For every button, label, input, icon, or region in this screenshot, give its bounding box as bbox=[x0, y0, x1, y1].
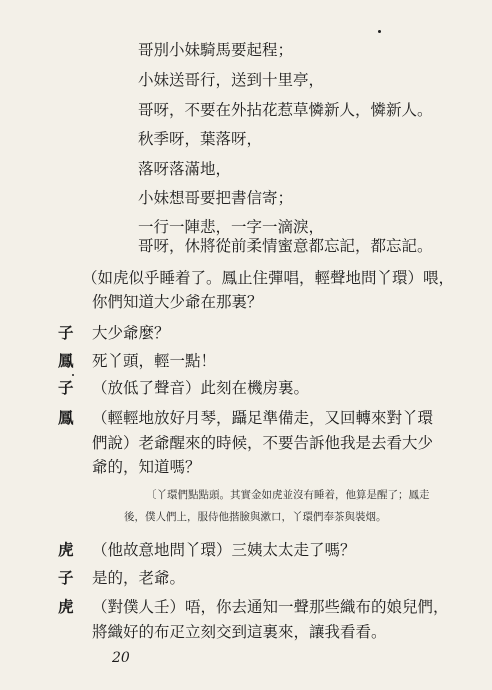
dialogue-line: （放低了聲音）此刻在機房裏。 bbox=[92, 379, 310, 397]
dialogue-line: 是的，老爺。 bbox=[92, 569, 186, 587]
page-number: 20 bbox=[112, 650, 130, 666]
verse-line: 小妹送哥行，送到十里亭， bbox=[138, 71, 325, 89]
dialogue-line: 死丫頭，輕一點！ bbox=[92, 352, 217, 370]
dialogue-line-cont: 們說）老爺醒來的時候，不要告訴他我是去看大少 bbox=[92, 434, 434, 452]
verse-line: 落呀落滿地， bbox=[138, 160, 232, 178]
stage-direction-cont: 你們知道大少爺在那裏？ bbox=[92, 293, 263, 311]
ink-speck bbox=[378, 30, 381, 33]
speaker-label: 鳳 bbox=[58, 408, 74, 427]
dialogue-line: （對僕人壬）唔，你去通知一聲那些織布的娘兒們， bbox=[92, 598, 449, 616]
stage-note-cont: 後，僕人們上，服侍他揩臉與漱口，丫環們奉茶與裝烟。 bbox=[124, 511, 387, 523]
verse-line: 小妹想哥要把書信寄； bbox=[138, 189, 294, 207]
dialogue-line: 大少爺麼？ bbox=[92, 324, 170, 342]
speaker-label: 鳳 bbox=[58, 351, 74, 370]
speaker-label: 虎 bbox=[58, 540, 74, 559]
dialogue-line-cont: 將織好的布疋立刻交到這裏來，讓我看看。 bbox=[92, 623, 387, 641]
verse-line: 一行一陣悲，一字一滴淚， bbox=[138, 218, 325, 236]
speaker-label: 子 bbox=[58, 323, 74, 342]
dialogue-line: （他故意地問丫環）三姨太太走了嗎？ bbox=[92, 541, 356, 559]
verse-line: 秋季呀，葉落呀， bbox=[138, 130, 263, 148]
speaker-label: 子 bbox=[58, 568, 74, 587]
verse-line: 哥呀，休將從前柔情蜜意都忘記，都忘記。 bbox=[138, 237, 433, 255]
stage-direction: （如虎似乎睡着了。鳳止住彈唱，輕聲地問丫環）喂， bbox=[82, 269, 455, 287]
speaker-label: 虎 bbox=[58, 597, 74, 616]
verse-line: 哥呀，不要在外拈花惹草憐新人，憐新人。 bbox=[138, 101, 433, 119]
ink-speck bbox=[72, 374, 74, 376]
dialogue-line: （輕輕地放好月琴，躡足準備走，又回轉來對丫環 bbox=[92, 409, 434, 427]
verse-line: 哥別小妹騎馬要起程； bbox=[138, 41, 294, 59]
speaker-label: 子 bbox=[58, 378, 74, 397]
stage-note: 〔丫環們點點頭。其實金如虎並沒有睡着，他算是醒了；鳳走 bbox=[146, 489, 430, 501]
dialogue-line-cont: 爺的，知道嗎？ bbox=[92, 458, 201, 476]
